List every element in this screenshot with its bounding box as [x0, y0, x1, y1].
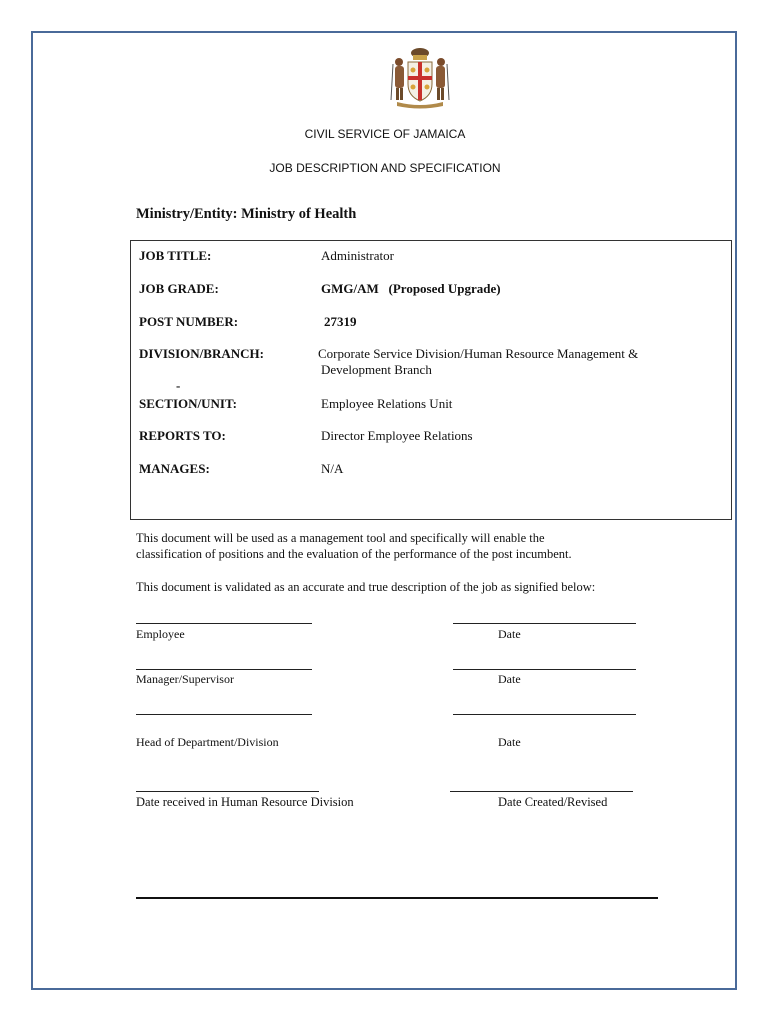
job-title-value: Administrator: [321, 248, 394, 263]
employee-signature-line[interactable]: [136, 623, 312, 624]
job-title-label: JOB TITLE:: [139, 248, 212, 263]
head-of-department-label: Head of Department/Division: [136, 735, 279, 749]
reports-to-value: Director Employee Relations: [321, 428, 473, 443]
hr-received-line[interactable]: [136, 791, 319, 792]
division-value-line1: Corporate Service Division/Human Resource Management &: [318, 346, 639, 361]
manager-date-line[interactable]: [453, 669, 636, 670]
manages-value: N/A: [321, 461, 344, 476]
header-subtitle: JOB DESCRIPTION AND SPECIFICATION: [269, 161, 501, 175]
paragraph-1-line-2: classification of positions and the evaluation of the performance of the post incumbent.: [136, 547, 572, 561]
division-label: DIVISION/BRANCH:: [139, 346, 264, 361]
paragraph-2: This document is validated as an accurate and true description of the job as signified below:: [136, 580, 596, 594]
manager-signature-line[interactable]: [136, 669, 312, 670]
section-label: SECTION/UNIT:: [139, 396, 238, 411]
date-created-line[interactable]: [450, 791, 633, 792]
job-grade-value: GMG/AM (Proposed Upgrade): [321, 281, 501, 296]
section-value: Employee Relations Unit: [321, 396, 453, 411]
division-value-line2: Development Branch: [321, 362, 432, 377]
manages-label: MANAGES:: [139, 461, 210, 476]
hr-received-label: Date received in Human Resource Division: [136, 795, 354, 809]
employee-date-label: Date: [498, 627, 521, 641]
manager-date-label: Date: [498, 672, 521, 686]
paragraph-1-line-1: This document will be used as a management tool and specifically will enable the: [136, 531, 545, 545]
reports-to-label: REPORTS TO:: [139, 428, 226, 443]
post-number-value: 27319: [324, 314, 357, 329]
header-title: CIVIL SERVICE OF JAMAICA: [304, 127, 466, 141]
head-signature-line[interactable]: [136, 714, 312, 715]
post-number-label: POST NUMBER:: [139, 314, 239, 329]
date-created-label: Date Created/Revised: [498, 795, 608, 809]
head-date-label: Date: [498, 735, 521, 749]
employee-date-line[interactable]: [453, 623, 636, 624]
ministry-entity: Ministry/Entity: Ministry of Health: [136, 206, 357, 222]
bottom-rule: [136, 897, 658, 899]
employee-label: Employee: [136, 627, 185, 641]
head-date-line[interactable]: [453, 714, 636, 715]
coat-of-arms-icon: [385, 44, 455, 110]
manager-label: Manager/Supervisor: [136, 672, 234, 686]
dash-mark: -: [176, 378, 181, 393]
job-grade-label: JOB GRADE:: [139, 281, 219, 296]
